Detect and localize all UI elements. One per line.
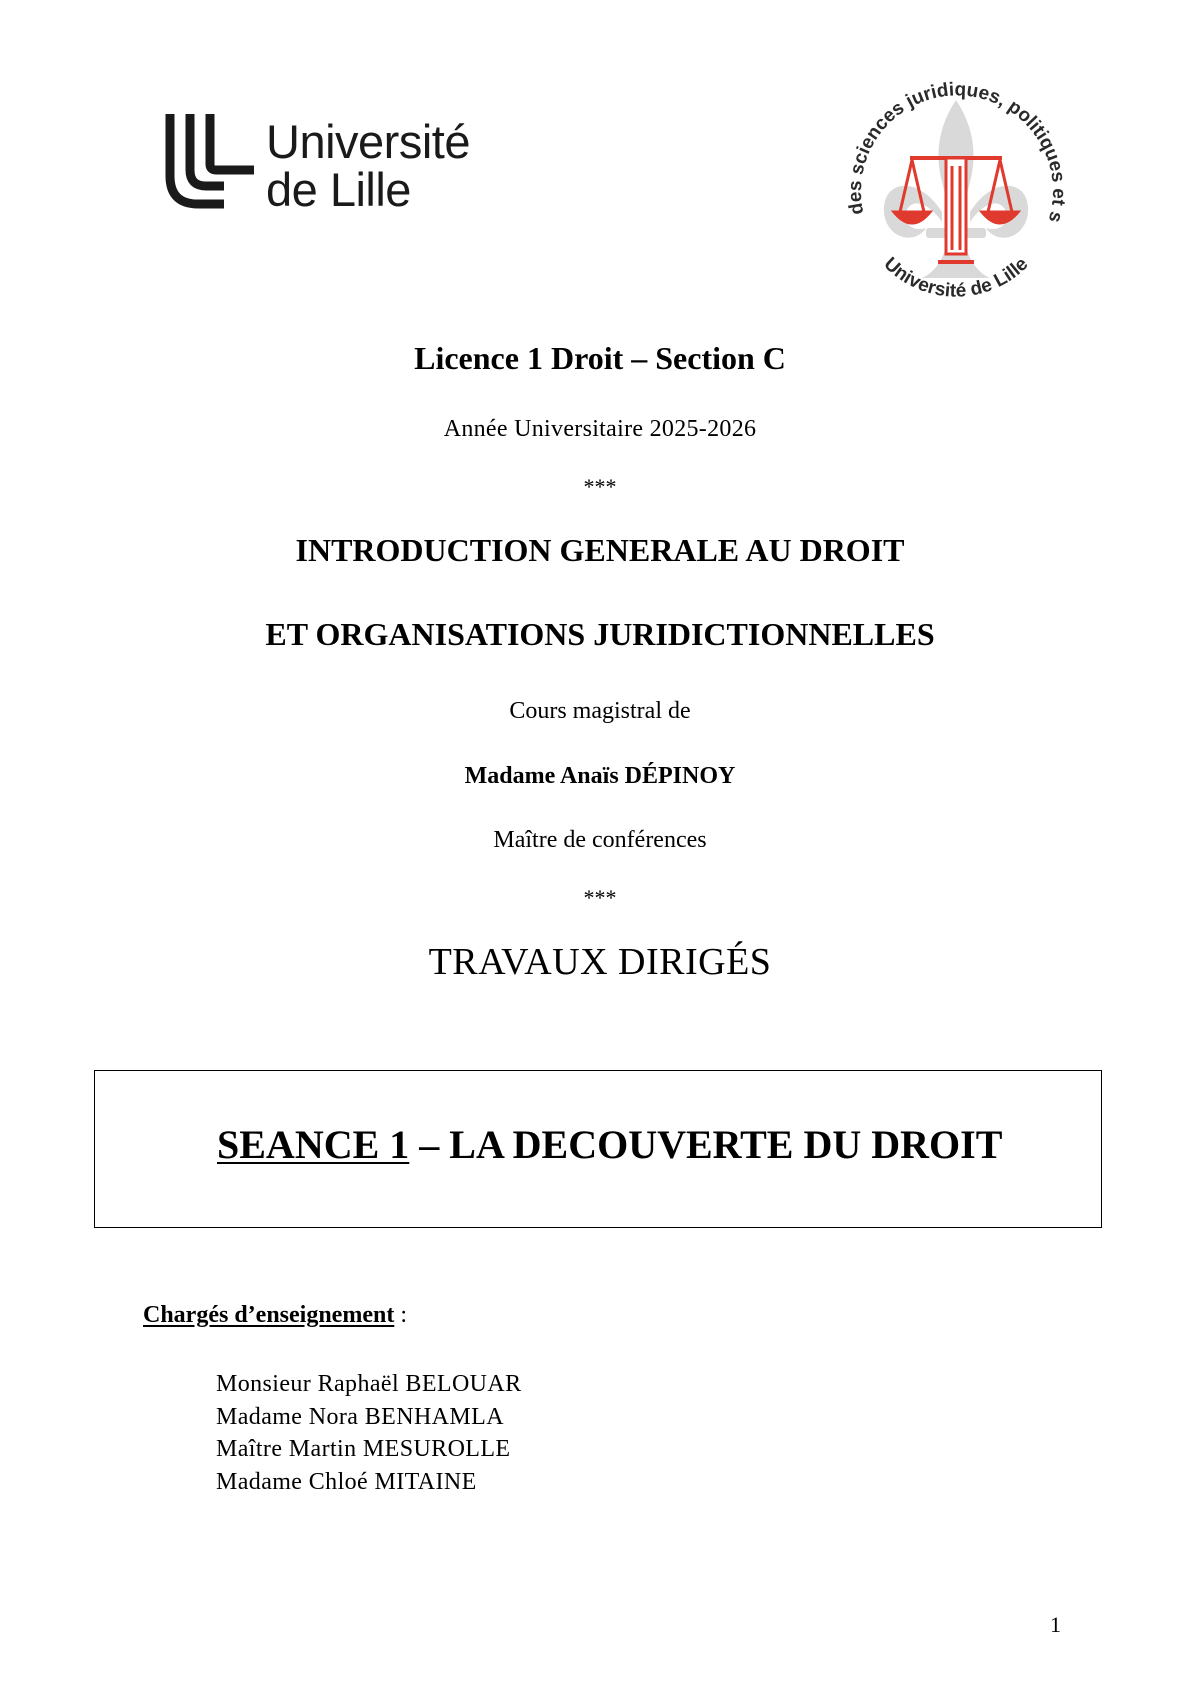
separator-stars-2: *** [583, 885, 617, 910]
session-heading [217, 1121, 1002, 1168]
seal-arc-top-text: des sciences juridiques, politiques et s [844, 79, 1070, 225]
scales-of-justice-icon [894, 158, 1018, 262]
session-title-box [94, 1070, 1102, 1228]
academic-year: Année Universitaire 2025-2026 [443, 416, 757, 442]
seal-arc-bottom-text: Université de Lille [879, 253, 1033, 302]
page-number: 1 [1050, 1612, 1061, 1637]
separator-stars: *** [583, 474, 617, 499]
lecture-label: Cours magistral de [509, 698, 691, 724]
course-title-line-1: INTRODUCTION GENERALE AU DROIT [295, 532, 905, 568]
instructor-name: Maître Martin MESUROLLE [216, 1436, 511, 1462]
session-topic: – LA DECOUVERTE DU DROIT [409, 1122, 1003, 1167]
instructor-name: Madame Nora BENHAMLA [216, 1403, 504, 1430]
instructors-colon: : [394, 1302, 407, 1328]
professor-rank: Maître de conférences [493, 827, 707, 853]
section-type-heading: TRAVAUX DIRIGÉS [428, 941, 772, 983]
instructors-label: Chargés d’enseignement [143, 1302, 395, 1328]
professor-name: Madame Anaïs DÉPINOY [464, 763, 736, 789]
logo-text-de-lille: de Lille [266, 163, 411, 216]
faculty-seal-logo [822, 62, 1090, 330]
course-title-line-2: ET ORGANISATIONS JURIDICTIONNELLES [265, 616, 935, 652]
instructor-name: Monsieur Raphaël BELOUAR [216, 1371, 522, 1397]
instructors-list [216, 1368, 522, 1498]
universite-de-lille-logo [164, 114, 534, 214]
program-title: Licence 1 Droit – Section C [414, 340, 786, 376]
instructors-heading [143, 1302, 407, 1329]
instructor-name: Madame Chloé MITAINE [216, 1468, 477, 1495]
session-number: SEANCE 1 [217, 1122, 410, 1167]
ul-monogram-icon [164, 114, 256, 210]
logo-text-universite: Université [266, 115, 470, 168]
